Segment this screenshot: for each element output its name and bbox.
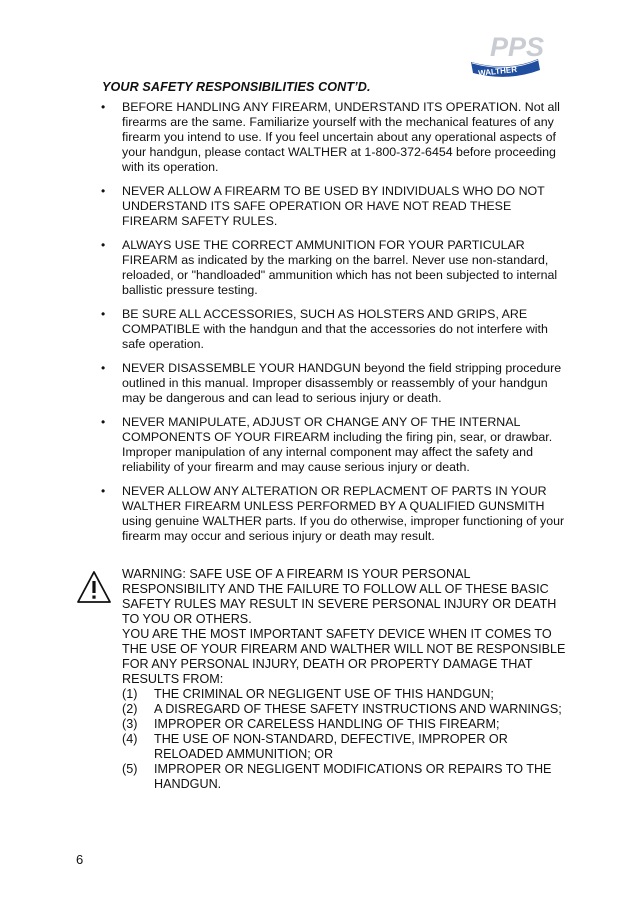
bullet-item-7 — [98, 484, 568, 544]
bullet-lead: BE SURE ALL ACCESSORIES, SUCH AS HOLSTERS AND GRIPS, ARE COMPATIBLE — [122, 307, 528, 336]
bullet-lead: ALWAYS USE THE CORRECT AMMUNITION FOR YOUR PARTICULAR FIREARM — [122, 238, 525, 267]
warning-reason-item — [122, 732, 570, 762]
warning-triangle-icon — [76, 570, 112, 604]
bullet-item-2 — [98, 184, 568, 229]
bullet-extra: Improper manipulation of any internal component may affect the safety and reliability of your firearm and may cause serious injury or death. — [122, 445, 533, 474]
page-number: 6 — [76, 852, 84, 867]
bullet-dot: • — [101, 100, 106, 114]
bullet-lead: NEVER ALLOW ANY ALTERATION OR REPLACMENT OF PARTS IN YOUR WALTHER FIREARM UNLESS PERFORMED BY A QUALIFIED GUNSMITH — [122, 484, 547, 513]
bullet-lead: NEVER ALLOW A FIREARM TO BE USED BY INDIVIDUALS WHO DO NOT UNDERSTAND ITS SAFE OPERATION OR HAVE NOT READ THESE FIREARM SAFETY RULES. — [122, 184, 545, 228]
reason-number: (4) — [122, 732, 138, 746]
warning-reason-item — [122, 717, 570, 732]
bullet-dot: • — [101, 415, 106, 429]
warning-reasons-list — [122, 687, 570, 792]
warning-reason-item — [122, 762, 570, 792]
reason-number: (5) — [122, 762, 138, 776]
bullet-item-4 — [98, 307, 568, 352]
reason-text: IMPROPER OR CARELESS HANDLING OF THIS FIREARM; — [154, 717, 500, 731]
reason-text: THE USE OF NON-STANDARD, DEFECTIVE, IMPROPER OR RELOADED AMMUNITION; OR — [154, 732, 508, 761]
reason-text: IMPROPER OR NEGLIGENT MODIFICATIONS OR REPAIRS TO THE HANDGUN. — [154, 762, 552, 791]
bullet-dot: • — [101, 361, 106, 375]
section-title: YOUR SAFETY RESPONSIBILITIES CONT’D. — [102, 80, 371, 94]
walther-pps-logo — [468, 32, 568, 82]
warning-paragraph-1: WARNING: SAFE USE OF A FIREARM IS YOUR PERSONAL RESPONSIBILITY AND THE FAILURE TO FOLLOW ALL OF THESE BASIC SAFETY RULES MAY RESULT IN SEVERE PERSONAL INJURY OR DEATH TO YOU OR OTHERS. — [122, 567, 557, 626]
logo-pps-text: PPS — [490, 32, 545, 62]
bullet-body: including the firing pin, sear, or drawbar. — [333, 430, 553, 444]
reason-number: (2) — [122, 702, 138, 716]
bullet-body: Not all firearms are the same. Familiarize yourself with the mechanical features of any firearm you intend to use. If you feel uncertain about any operational aspects of your handgun, please contact WALTHER at 1-800-372-6454 before proceeding with its operation. — [122, 100, 560, 174]
safety-bullet-list — [98, 100, 568, 553]
reason-text: A DISREGARD OF THESE SAFETY INSTRUCTIONS AND WARNINGS; — [154, 702, 562, 716]
reason-number: (1) — [122, 687, 138, 701]
bullet-dot: • — [101, 184, 106, 198]
logo-walther-text: WALTHER — [477, 64, 518, 78]
bullet-body: using genuine WALTHER parts. If you do otherwise, improper functioning of your firearm may occur and serious injury or death may result. — [122, 514, 565, 543]
bullet-body: as indicated by the marking on the barrel. Never use non-standard, reloaded, or "handloaded" ammunition which has not been subjected to internal ballistic pressure testing. — [122, 253, 558, 297]
reason-number: (3) — [122, 717, 138, 731]
bullet-dot: • — [101, 484, 106, 498]
warning-reason-item — [122, 702, 570, 717]
bullet-lead: BEFORE HANDLING ANY FIREARM, UNDERSTAND ITS OPERATION. — [122, 100, 522, 114]
bullet-dot: • — [101, 238, 106, 252]
bullet-lead: NEVER DISASSEMBLE YOUR HANDGUN — [122, 361, 361, 375]
bullet-item-1 — [98, 100, 568, 175]
bullet-dot: • — [101, 307, 106, 321]
bullet-item-6 — [98, 415, 568, 475]
bullet-item-5 — [98, 361, 568, 406]
bullet-body: beyond the field stripping procedure outlined in this manual. Improper disassembly or reassembly of your handgun may be dangerous and can lead to serious injury or death. — [122, 361, 562, 405]
reason-text: THE CRIMINAL OR NEGLIGENT USE OF THIS HANDGUN; — [154, 687, 494, 701]
warning-paragraph-2: YOU ARE THE MOST IMPORTANT SAFETY DEVICE WHEN IT COMES TO THE USE OF YOUR FIREARM AND WALTHER WILL NOT BE RESPONSIBLE FOR ANY PERSONAL INJURY, DEATH OR PROPERTY DAMAGE THAT RESULTS FROM: — [122, 627, 566, 686]
bullet-lead: NEVER MANIPULATE, ADJUST OR CHANGE ANY OF THE INTERNAL COMPONENTS OF YOUR FIREARM — [122, 415, 520, 444]
bullet-item-3 — [98, 238, 568, 298]
warning-reason-item — [122, 687, 570, 702]
bullet-body: with the handgun and that the accessories do not interfere with safe operation. — [122, 322, 548, 351]
